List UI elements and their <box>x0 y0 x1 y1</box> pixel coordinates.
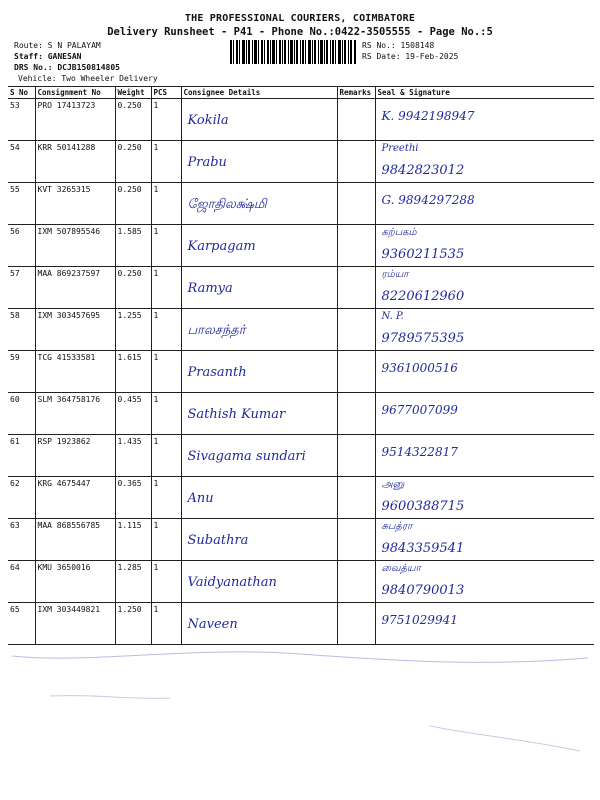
handwritten-signature: ரம்யா <box>381 269 409 280</box>
cell-remarks <box>337 519 375 561</box>
handwritten-signature: கற்பகம் <box>381 227 417 238</box>
cell-weight: 1.115 <box>115 519 151 561</box>
cell-sno: 56 <box>8 225 35 267</box>
staff-label: Staff: <box>14 52 43 61</box>
cell-remarks <box>337 393 375 435</box>
cell-consignment-no: KVT 3265315 <box>35 183 115 225</box>
cell-weight: 0.250 <box>115 267 151 309</box>
cell-weight: 1.585 <box>115 225 151 267</box>
table-row <box>8 561 594 603</box>
cell-pcs: 1 <box>151 435 181 477</box>
cell-remarks <box>337 435 375 477</box>
vehicle-text: Vehicle: Two Wheeler Delivery <box>18 74 158 83</box>
cell-remarks <box>337 561 375 603</box>
col-weight: Weight <box>115 87 151 99</box>
cell-consignment-no: MAA 869237597 <box>35 267 115 309</box>
cell-consignee <box>181 393 337 435</box>
table-row <box>8 99 594 141</box>
cell-weight: 0.250 <box>115 183 151 225</box>
cell-signature <box>375 141 594 183</box>
cell-signature <box>375 267 594 309</box>
cell-consignee <box>181 99 337 141</box>
handwritten-consignee-name: Vaidyanathan <box>187 575 277 590</box>
handwritten-signature: வைத்யா <box>381 563 421 574</box>
cell-weight: 1.435 <box>115 435 151 477</box>
cell-pcs: 1 <box>151 477 181 519</box>
table-row <box>8 183 594 225</box>
cell-remarks <box>337 351 375 393</box>
cell-consignment-no: KMU 3650016 <box>35 561 115 603</box>
handwritten-phone: 9360211535 <box>381 247 465 262</box>
handwritten-signature: K. 9942198947 <box>381 109 475 123</box>
handwritten-consignee-name: Prabu <box>187 155 227 170</box>
table-row <box>8 393 594 435</box>
cell-pcs: 1 <box>151 351 181 393</box>
barcode-image <box>230 40 356 64</box>
cell-pcs: 1 <box>151 393 181 435</box>
col-signature: Seal & Signature <box>375 87 594 99</box>
cell-sno: 64 <box>8 561 35 603</box>
cell-sno: 59 <box>8 351 35 393</box>
cell-consignee <box>181 351 337 393</box>
cell-remarks <box>337 309 375 351</box>
handwritten-consignee-name: பாலசந்தர் <box>187 323 246 338</box>
cell-pcs: 1 <box>151 267 181 309</box>
handwritten-consignee-name: Naveen <box>187 617 238 632</box>
drs-label: DRS No.: <box>14 63 53 72</box>
cell-signature <box>375 99 594 141</box>
handwritten-phone: 9843359541 <box>381 541 465 556</box>
rs-number: RS No.: 1508148 <box>362 41 435 50</box>
cell-sno: 62 <box>8 477 35 519</box>
col-consignment: Consignment No <box>35 87 115 99</box>
cell-signature <box>375 435 594 477</box>
cell-weight: 1.615 <box>115 351 151 393</box>
pen-scribble-marks <box>10 636 590 766</box>
handwritten-phone: 9789575395 <box>381 331 465 346</box>
staff-value: GANESAN <box>47 52 82 61</box>
cell-pcs: 1 <box>151 561 181 603</box>
drs-line <box>14 63 120 73</box>
handwritten-phone: 9600388715 <box>381 499 465 514</box>
handwritten-consignee-name: Subathra <box>187 533 249 548</box>
handwritten-phone: 8220612960 <box>381 289 465 304</box>
runsheet-table <box>8 86 594 645</box>
cell-weight: 1.250 <box>115 603 151 645</box>
cell-consignment-no: MAA 868556785 <box>35 519 115 561</box>
cell-sno: 58 <box>8 309 35 351</box>
cell-consignee <box>181 435 337 477</box>
cell-consignee <box>181 519 337 561</box>
table-row <box>8 351 594 393</box>
cell-signature <box>375 519 594 561</box>
cell-consignment-no: IXM 303457695 <box>35 309 115 351</box>
table-row <box>8 225 594 267</box>
cell-signature <box>375 309 594 351</box>
cell-remarks <box>337 225 375 267</box>
handwritten-consignee-name: Ramya <box>187 281 233 296</box>
cell-pcs: 1 <box>151 141 181 183</box>
handwritten-signature: 9514322817 <box>381 445 458 459</box>
cell-pcs: 1 <box>151 309 181 351</box>
table-header-row <box>8 87 594 99</box>
cell-consignment-no: IXM 303449821 <box>35 603 115 645</box>
col-consignee: Consignee Details <box>181 87 337 99</box>
cell-signature <box>375 225 594 267</box>
cell-weight: 1.285 <box>115 561 151 603</box>
table-row <box>8 435 594 477</box>
handwritten-consignee-name: Prasanth <box>187 365 247 380</box>
cell-remarks <box>337 477 375 519</box>
cell-consignee <box>181 225 337 267</box>
cell-remarks <box>337 267 375 309</box>
col-pcs: PCS <box>151 87 181 99</box>
cell-weight: 0.250 <box>115 141 151 183</box>
cell-consignee <box>181 477 337 519</box>
cell-remarks <box>337 99 375 141</box>
cell-consignment-no: IXM 507895546 <box>35 225 115 267</box>
cell-consignment-no: SLM 364758176 <box>35 393 115 435</box>
handwritten-phone: 9842823012 <box>381 163 465 178</box>
cell-weight: 0.250 <box>115 99 151 141</box>
cell-signature <box>375 561 594 603</box>
staff-line <box>14 52 81 62</box>
cell-signature <box>375 351 594 393</box>
handwritten-signature: சுபத்ரா <box>381 521 413 532</box>
cell-pcs: 1 <box>151 183 181 225</box>
cell-weight: 0.365 <box>115 477 151 519</box>
col-remarks: Remarks <box>337 87 375 99</box>
cell-pcs: 1 <box>151 603 181 645</box>
cell-consignee <box>181 309 337 351</box>
cell-sno: 60 <box>8 393 35 435</box>
handwritten-consignee-name: ஜோதிலக்ஷ்மி <box>187 197 267 212</box>
cell-weight: 1.255 <box>115 309 151 351</box>
cell-consignment-no: RSP 1923862 <box>35 435 115 477</box>
handwritten-signature: G. 9894297288 <box>381 193 475 207</box>
company-title: THE PROFESSIONAL COURIERS, COIMBATORE <box>184 13 416 24</box>
cell-remarks <box>337 141 375 183</box>
drs-value: DCJB150814805 <box>57 63 120 72</box>
cell-sno: 61 <box>8 435 35 477</box>
handwritten-consignee-name: Karpagam <box>187 239 256 254</box>
table-row <box>8 519 594 561</box>
rs-date: RS Date: 19-Feb-2025 <box>362 52 459 61</box>
cell-consignment-no: TCG 41533581 <box>35 351 115 393</box>
cell-consignment-no: KRR 50141288 <box>35 141 115 183</box>
handwritten-consignee-name: Anu <box>187 491 214 506</box>
handwritten-signature: 9361000516 <box>381 361 458 375</box>
cell-sno: 53 <box>8 99 35 141</box>
cell-consignee <box>181 267 337 309</box>
handwritten-consignee-name: Kokila <box>187 113 229 128</box>
table-row <box>8 309 594 351</box>
cell-pcs: 1 <box>151 225 181 267</box>
cell-consignee <box>181 141 337 183</box>
handwritten-signature: Preethi <box>381 143 419 154</box>
cell-sno: 55 <box>8 183 35 225</box>
cell-pcs: 1 <box>151 519 181 561</box>
cell-pcs: 1 <box>151 99 181 141</box>
runsheet-subtitle: Delivery Runsheet - P41 - Phone No.:0422-3505555 - Page No.:5 <box>107 26 493 38</box>
cell-signature <box>375 393 594 435</box>
cell-consignee <box>181 561 337 603</box>
cell-signature <box>375 477 594 519</box>
cell-sno: 54 <box>8 141 35 183</box>
handwritten-phone: 9840790013 <box>381 583 465 598</box>
table-row <box>8 267 594 309</box>
cell-consignee <box>181 183 337 225</box>
handwritten-consignee-name: Sathish Kumar <box>187 407 286 422</box>
table-row <box>8 477 594 519</box>
cell-weight: 0.455 <box>115 393 151 435</box>
table-row <box>8 141 594 183</box>
cell-sno: 63 <box>8 519 35 561</box>
cell-sno: 65 <box>8 603 35 645</box>
handwritten-signature: N. P. <box>381 311 404 322</box>
cell-signature <box>375 183 594 225</box>
cell-consignment-no: KRG 4675447 <box>35 477 115 519</box>
cell-sno: 57 <box>8 267 35 309</box>
handwritten-signature: 9751029941 <box>381 613 458 627</box>
cell-remarks <box>337 183 375 225</box>
cell-consignment-no: PRO 17413723 <box>35 99 115 141</box>
col-sno: S No <box>8 87 35 99</box>
handwritten-consignee-name: Sivagama sundari <box>187 449 306 464</box>
handwritten-signature: 9677007099 <box>381 403 458 417</box>
handwritten-signature: அனு <box>381 479 405 490</box>
route-text: Route: S N PALAYAM <box>14 41 101 50</box>
